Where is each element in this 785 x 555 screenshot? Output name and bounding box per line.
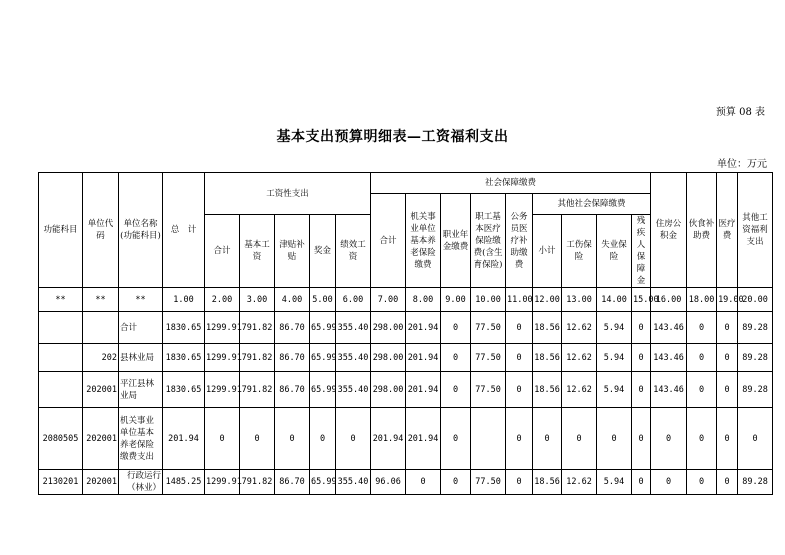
- table-cell: 201.94: [406, 372, 441, 408]
- table-cell: 201.94: [406, 344, 441, 372]
- table-cell: 12.62: [562, 344, 597, 372]
- table-cell: 0: [687, 470, 717, 495]
- col-social-group: 社会保障缴费: [371, 173, 651, 194]
- table-cell: 1299.91: [205, 312, 240, 344]
- table-cell: 1830.65: [163, 344, 205, 372]
- table-cell: 77.50: [471, 344, 506, 372]
- col-unit-name: 单位名称(功能科目): [119, 173, 163, 288]
- col-medical: 职工基本医疗保险缴费(含生育保险): [471, 194, 506, 288]
- table-cell: 86.70: [275, 344, 310, 372]
- table-cell: 791.82: [240, 312, 275, 344]
- table-cell: 0: [632, 408, 651, 470]
- index-cell: 6.00: [336, 288, 371, 312]
- table-cell: 12.62: [562, 312, 597, 344]
- table-cell: 86.70: [275, 470, 310, 495]
- table-cell: 86.70: [275, 372, 310, 408]
- col-housing: 住房公积金: [651, 173, 687, 288]
- table-cell: 86.70: [275, 312, 310, 344]
- col-other-group: 其他社会保障缴费: [533, 194, 651, 215]
- table-cell: 355.40: [336, 372, 371, 408]
- table-cell: 202001: [83, 408, 119, 470]
- table-cell: 791.82: [240, 344, 275, 372]
- table-cell: [471, 408, 506, 470]
- col-unemployment: 失业保险: [597, 215, 632, 288]
- col-medical-fee: 医疗费: [717, 173, 738, 288]
- table-cell: 县林业局: [119, 344, 163, 372]
- table-cell: 0: [632, 312, 651, 344]
- table-cell: 18.56: [533, 312, 562, 344]
- table-row: [39, 312, 773, 344]
- table-cell: 355.40: [336, 312, 371, 344]
- table-cell: 18.56: [533, 470, 562, 495]
- index-cell: **: [39, 288, 83, 312]
- table-cell: 12.62: [562, 372, 597, 408]
- table-cell: 89.28: [738, 344, 773, 372]
- table-cell: 18.56: [533, 344, 562, 372]
- table-number: 预算 08 表: [715, 107, 765, 118]
- table-cell: [83, 312, 119, 344]
- table-cell: 89.28: [738, 372, 773, 408]
- index-cell: 7.00: [371, 288, 406, 312]
- table-cell: 89.28: [738, 312, 773, 344]
- table-cell: 143.46: [651, 372, 687, 408]
- table-cell: 0: [441, 312, 471, 344]
- table-cell: 0: [205, 408, 240, 470]
- table-cell: 65.99: [310, 344, 336, 372]
- table-cell: 143.46: [651, 312, 687, 344]
- table-cell: 0: [687, 408, 717, 470]
- table-cell: 202001: [83, 372, 119, 408]
- index-row: [39, 288, 773, 312]
- index-cell: 3.00: [240, 288, 275, 312]
- table-cell: 0: [632, 470, 651, 495]
- table-cell: 65.99: [310, 372, 336, 408]
- table-cell: 0: [717, 408, 738, 470]
- table-cell: 0: [717, 470, 738, 495]
- table-cell: 65.99: [310, 470, 336, 495]
- table-cell: 202: [83, 344, 119, 372]
- table-cell: 0: [717, 344, 738, 372]
- table-cell: 1830.65: [163, 312, 205, 344]
- table-cell: 0: [406, 470, 441, 495]
- col-meal: 伙食补助费: [687, 173, 717, 288]
- col-social-total: 合计: [371, 194, 406, 288]
- table-cell: 0: [441, 372, 471, 408]
- col-civil-medical: 公务员医疗补助缴费: [506, 194, 533, 288]
- index-cell: 13.00: [562, 288, 597, 312]
- table-cell: 0: [506, 344, 533, 372]
- table-cell: 0: [738, 408, 773, 470]
- table-cell: 0: [275, 408, 310, 470]
- col-func-subject: 功能科目: [39, 173, 83, 288]
- table-cell: 5.94: [597, 312, 632, 344]
- table-cell: 0: [336, 408, 371, 470]
- table-cell: 0: [506, 312, 533, 344]
- index-cell: 2.00: [205, 288, 240, 312]
- table-cell: 0: [717, 312, 738, 344]
- table-cell: 791.82: [240, 470, 275, 495]
- index-cell: 4.00: [275, 288, 310, 312]
- table-row: [39, 372, 773, 408]
- table-cell: 合计: [119, 312, 163, 344]
- index-cell: 8.00: [406, 288, 441, 312]
- table-cell: 77.50: [471, 372, 506, 408]
- table-cell: 18.56: [533, 372, 562, 408]
- table-cell: 平江县林业局: [119, 372, 163, 408]
- table-cell: [39, 312, 83, 344]
- table-cell: 0: [506, 470, 533, 495]
- table-cell: 1299.91: [205, 470, 240, 495]
- budget-table: [38, 172, 773, 495]
- col-injury: 工伤保险: [562, 215, 597, 288]
- table-cell: 355.40: [336, 470, 371, 495]
- table-cell: 0: [533, 408, 562, 470]
- table-cell: 201.94: [163, 408, 205, 470]
- table-cell: 96.06: [371, 470, 406, 495]
- page-title: 基本支出预算明细表—工资福利支出: [276, 129, 509, 145]
- table-cell: 0: [687, 372, 717, 408]
- col-performance: 绩效工资: [336, 215, 371, 288]
- table-cell: 2130201: [39, 470, 83, 495]
- table-cell: 0: [441, 408, 471, 470]
- table-cell: 0: [687, 344, 717, 372]
- index-cell: 12.00: [533, 288, 562, 312]
- col-total: 总 计: [163, 173, 205, 288]
- table-cell: 0: [651, 408, 687, 470]
- index-cell: 19.00: [717, 288, 738, 312]
- table-cell: 0: [310, 408, 336, 470]
- table-cell: 0: [632, 344, 651, 372]
- table-cell: 201.94: [406, 408, 441, 470]
- table-cell: [39, 372, 83, 408]
- table-cell: 77.50: [471, 312, 506, 344]
- col-annuity: 职业年金缴费: [441, 194, 471, 288]
- table-cell: 0: [506, 372, 533, 408]
- table-cell: 202001: [83, 470, 119, 495]
- index-cell: 11.00: [506, 288, 533, 312]
- table-row: [39, 344, 773, 372]
- index-cell: **: [83, 288, 119, 312]
- table-cell: 0: [506, 408, 533, 470]
- table-cell: 89.28: [738, 470, 773, 495]
- table-cell: 201.94: [406, 312, 441, 344]
- col-pension: 机关事业单位基本养老保险缴费: [406, 194, 441, 288]
- table-row: [39, 470, 773, 495]
- col-other-subtotal: 小计: [533, 215, 562, 288]
- col-bonus: 奖金: [310, 215, 336, 288]
- table-row: [39, 408, 773, 470]
- table-cell: 机关事业单位基本养老保险缴费支出: [119, 408, 163, 470]
- index-cell: 10.00: [471, 288, 506, 312]
- table-cell: 1299.91: [205, 372, 240, 408]
- table-cell: 791.82: [240, 372, 275, 408]
- index-cell: 14.00: [597, 288, 632, 312]
- table-cell: 1299.91: [205, 344, 240, 372]
- table-cell: 143.46: [651, 344, 687, 372]
- table-cell: 0: [651, 470, 687, 495]
- table-cell: 0: [562, 408, 597, 470]
- table-cell: 0: [687, 312, 717, 344]
- index-cell: **: [119, 288, 163, 312]
- index-cell: 18.00: [687, 288, 717, 312]
- table-cell: 298.00: [371, 344, 406, 372]
- table-cell: 0: [597, 408, 632, 470]
- table-cell: 2080505: [39, 408, 83, 470]
- table-cell: 5.94: [597, 372, 632, 408]
- col-basic-wage: 基本工资: [240, 215, 275, 288]
- index-cell: 9.00: [441, 288, 471, 312]
- table-cell: 298.00: [371, 372, 406, 408]
- table-cell: 行政运行（林业）: [119, 470, 163, 495]
- col-wage-group: 工资性支出: [205, 173, 371, 215]
- table-cell: [39, 344, 83, 372]
- table-cell: 77.50: [471, 470, 506, 495]
- table-cell: 0: [240, 408, 275, 470]
- index-cell: 5.00: [310, 288, 336, 312]
- table-cell: 5.94: [597, 344, 632, 372]
- table-cell: 0: [632, 372, 651, 408]
- index-cell: 16.00: [651, 288, 687, 312]
- col-unit-code: 单位代码: [83, 173, 119, 288]
- col-disability: 残疾人保障金: [632, 215, 651, 288]
- index-cell: 1.00: [163, 288, 205, 312]
- table-cell: 12.62: [562, 470, 597, 495]
- table-cell: 355.40: [336, 344, 371, 372]
- col-wage-total: 合计: [205, 215, 240, 288]
- table-cell: 0: [441, 344, 471, 372]
- table-cell: 65.99: [310, 312, 336, 344]
- header-row-1: [39, 173, 773, 194]
- table-cell: 1830.65: [163, 372, 205, 408]
- index-cell: 15.00: [632, 288, 651, 312]
- table-cell: 0: [441, 470, 471, 495]
- table-cell: 5.94: [597, 470, 632, 495]
- col-allowance: 津贴补贴: [275, 215, 310, 288]
- col-other-welfare: 其他工资福利支出: [738, 173, 773, 288]
- table-cell: 1485.25: [163, 470, 205, 495]
- unit-label: 单位：万元: [717, 159, 767, 170]
- table-cell: 201.94: [371, 408, 406, 470]
- index-cell: 20.00: [738, 288, 773, 312]
- table-cell: 298.00: [371, 312, 406, 344]
- table-cell: 0: [717, 372, 738, 408]
